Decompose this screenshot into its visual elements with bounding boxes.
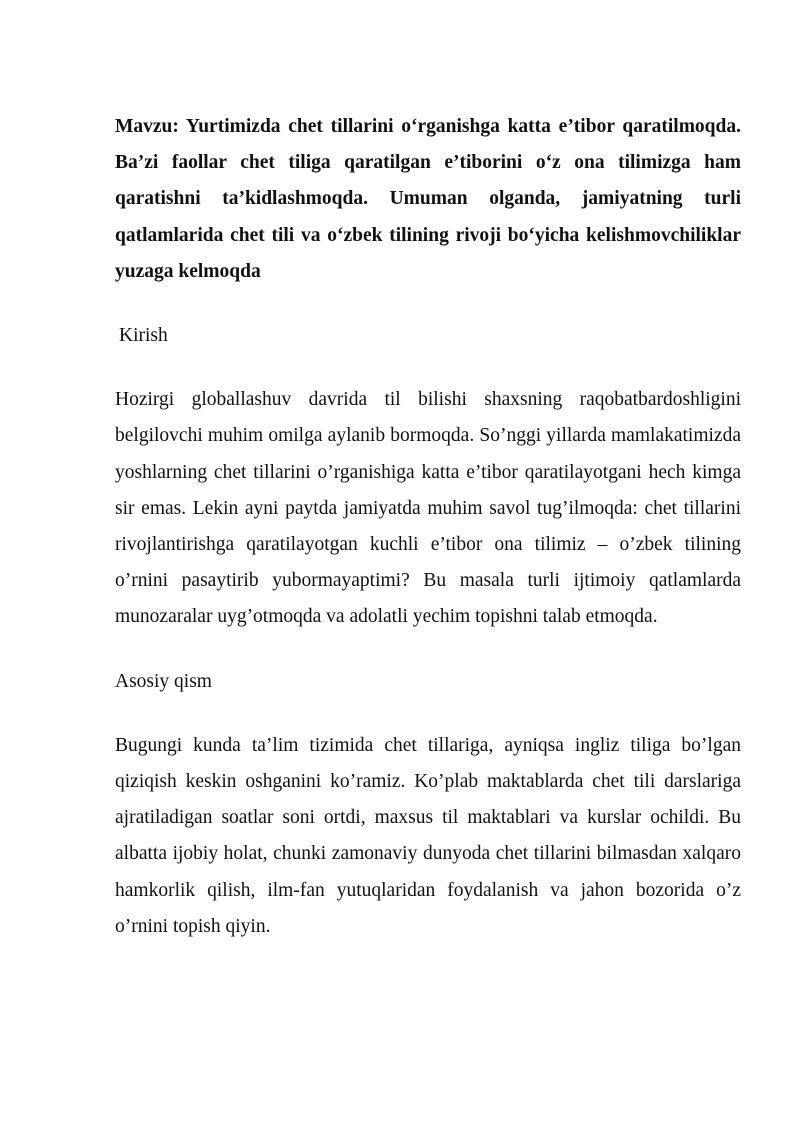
document-title: Mavzu: Yurtimizda chet tillarini o‘rganishga katta e’tibor qaratilmoqda. Ba’zi faollar chet tiliga qaratilgan e’tiborini o‘z ona tilimizga ham qaratishni ta’kidlashmoqda. Umuman olganda, jamiyatning turli qatlamlarida chet tili va o‘zbek tilining rivoji bo‘yicha kelishmovchiliklar yuzaga kelmoqda (115, 116, 741, 282)
section-paragraph-kirish: Hozirgi globallashuv davrida til bilishi shaxsning raqobatbardoshligini belgilovchi muhim omilga aylanib bormoqda. So’nggi yillarda mamlakatimizda yoshlarning chet tillarini o’rganishiga katta e’tibor qaratilayotgani hech kimga sir emas. Lekin ayni paytda jamiyatda muhim savol tug’ilmoqda: chet tillarini rivojlantirishga qaratilayotgan kuchli e’tibor ona tilimiz – o’zbek tilining o’rnini pasaytirib yubormayaptimi? Bu masala turli ijtimoiy qatlamlarda munozaralar uyg’otmoqda va adolatli yechim topishni talab etmoqda. (115, 389, 741, 628)
section-heading-asosiy-qism: Asosiy qism (115, 670, 212, 692)
document-body (115, 109, 741, 973)
section-heading-kirish: Kirish (119, 325, 168, 347)
section-paragraph-asosiy-qism: Bugungi kunda ta’lim tizimida chet tillariga, ayniqsa ingliz tiliga bo’lgan qiziqish keskin oshganini ko’ramiz. Ko’plab maktablarda chet tili darslariga ajratiladigan soatlar soni ortdi, maxsus til maktablari va kurslar ochildi. Bu albatta ijobiy holat, chunki zamonaviy dunyoda chet tillarini bilmasdan xalqaro hamkorlik qilish, ilm-fan yutuqlaridan foydalanish va jahon bozorida o’z o’rnini topish qiyin. (115, 734, 741, 937)
